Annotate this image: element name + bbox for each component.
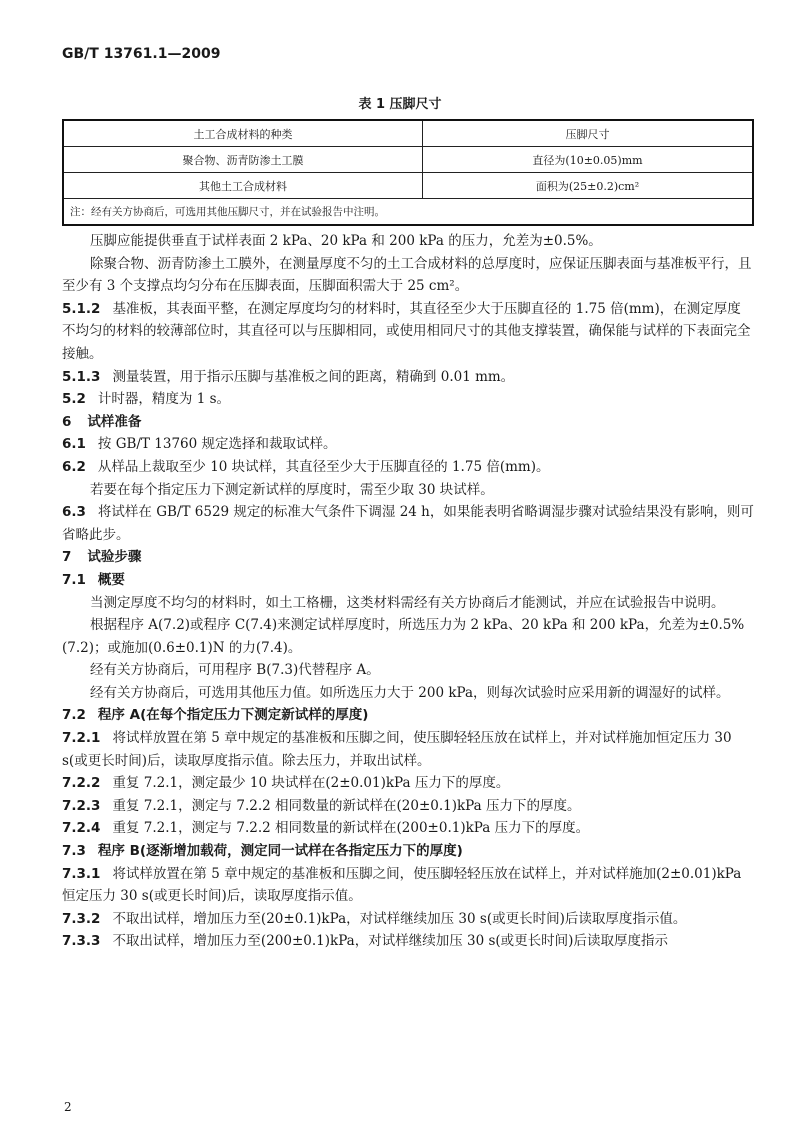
clause-text: 基准板，其表面平整，在测定厚度均匀的材料时，其直径至少大于压脚直径的 1.75 倍(mm)，在测定厚度不均匀的材料的较薄部位时，其直径可以与压脚相同，或使用相同尺寸的其他支撑装置，确保能与试样的下表面完全接触。 [62,300,751,362]
table-row [63,147,753,173]
clause-number: 6 [62,413,72,430]
body-paragraph [62,253,754,298]
clause-text: 程序 B(逐渐增加载荷，测定同一试样在各指定压力下的厚度) [97,843,463,860]
clause-number: 6.1 [62,436,86,453]
clause-paragraph [62,772,754,795]
table-cell: 其他土工合成材料 [63,173,422,199]
section-heading [62,546,754,569]
clause-number: 5.2 [62,391,86,408]
clause-text: 压脚应能提供垂直于试样表面 2 kPa、20 kPa 和 200 kPa 的压力，允差为±0.5%。 [90,233,602,249]
body-paragraph [62,682,754,705]
clause-paragraph [62,795,754,818]
clause-number: 5.1.3 [62,368,101,385]
table-header-row [63,120,753,147]
clause-number: 7.2.3 [62,797,101,814]
clause-number: 7.3.1 [62,865,101,882]
table-cell: 面积为(25±0.2)cm² [422,173,753,199]
table-note: 注：经有关方协商后，可选用其他压脚尺寸，并在试验报告中注明。 [63,199,753,226]
table-note-row [63,199,753,226]
clause-text: 程序 A(在每个指定压力下测定新试样的厚度) [97,707,369,724]
clause-text: 除聚合物、沥青防渗土工膜外，在测量厚度不匀的土工合成材料的总厚度时，应保证压脚表面与基准板平行，且至少有 3 个支撑点均匀分布在压脚表面，压脚面积需大于 25 cm²。 [62,255,752,295]
clause-paragraph [62,388,754,411]
clause-text: 将试样在 GB/T 6529 规定的标准大气条件下调湿 24 h，如果能表明省略调湿步骤对试验结果没有影响，则可省略此步。 [62,504,754,543]
presser-foot-size-table [62,119,754,226]
document-header: GB/T 13761.1—2009 [62,46,221,62]
clause-paragraph [62,727,754,772]
clause-number: 5.1.2 [62,300,101,317]
clause-text: 根据程序 A(7.2)或程序 C(7.4)来测定试样厚度时，所选压力为 2 kPa、20 kPa 和 200 kPa，允差为±0.5%(7.2)；或施加(0.6±0.1)N 的力(7.4)。 [62,617,745,656]
clause-paragraph [62,456,754,479]
clause-text: 若要在每个指定压力下测定新试样的厚度时，需至少取 30 块试样。 [90,481,494,498]
clause-text: 计时器，精度为 1 s。 [97,391,231,408]
clause-text: 不取出试样，增加压力至(200±0.1)kPa，对试样继续加压 30 s(或更长时间)后读取厚度指示 [112,933,668,950]
clause-number: 7.3.3 [62,933,101,950]
clause-text: 重复 7.2.1，测定与 7.2.2 相同数量的新试样在(20±0.1)kPa 压力下的厚度。 [112,797,581,814]
clause-text: 将试样放置在第 5 章中规定的基准板和压脚之间，使压脚轻轻压放在试样上，并对试样施加恒定压力 30 s(或更长时间)后，读取厚度指示值。除去压力，并取出试样。 [62,730,732,769]
clause-text: 经有关方协商后，可用程序 B(7.3)代替程序 A。 [90,662,380,679]
clause-heading [62,840,754,863]
clause-text: 从样品上裁取至少 10 块试样，其直径至少大于压脚直径的 1.75 倍(mm)。 [97,458,550,475]
clause-number: 7.2.4 [62,820,101,837]
table-cell: 聚合物、沥青防渗土工膜 [63,147,422,173]
body-paragraph [62,592,754,615]
clause-number: 7.3.2 [62,910,101,927]
clause-text: 经有关方协商后，可选用其他压力值。如所选压力大于 200 kPa，则每次试验时应采用新的调湿好的试样。 [90,684,730,701]
clause-text: 概要 [97,571,125,588]
clause-text: 测量装置，用于指示压脚与基准板之间的距离，精确到 0.01 mm。 [112,368,515,385]
clause-paragraph [62,501,754,546]
table-header-material-type: 土工合成材料的种类 [63,120,422,147]
clause-number: 7.3 [62,843,86,860]
clause-text: 不取出试样，增加压力至(20±0.1)kPa，对试样继续加压 30 s(或更长时间)后读取厚度指示值。 [112,910,687,927]
clause-text: 按 GB/T 13760 规定选择和裁取试样。 [97,436,337,453]
clause-text: 当测定厚度不均匀的材料时，如土工格栅，这类材料需经有关方协商后才能测试，并应在试验报告中说明。 [90,594,725,611]
clause-text: 试验步骤 [87,549,142,566]
clause-number: 7.2.1 [62,730,101,747]
clause-heading [62,704,754,727]
clause-paragraph [62,908,754,931]
clause-paragraph [62,298,754,366]
table-title: 表 1 压脚尺寸 [358,97,442,112]
clause-paragraph [62,863,754,908]
body-paragraph [62,614,754,659]
clause-number: 7.2.2 [62,775,101,792]
clause-heading [62,569,754,592]
table-row [63,173,753,199]
clause-text: 将试样放置在第 5 章中规定的基准板和压脚之间，使压脚轻轻压放在试样上，并对试样施加(2±0.01)kPa 恒定压力 30 s(或更长时间)后，读取厚度指示值。 [62,865,742,905]
clause-text: 重复 7.2.1，测定与 7.2.2 相同数量的新试样在(200±0.1)kPa 压力下的厚度。 [112,820,590,837]
table-header-foot-size: 压脚尺寸 [422,120,753,147]
body-paragraph [62,479,754,502]
page-number: 2 [64,1100,72,1114]
clause-number: 6.3 [62,504,86,521]
clause-number: 7.2 [62,707,86,724]
section-heading [62,411,754,434]
clause-number: 6.2 [62,458,86,475]
body-paragraph [62,659,754,682]
clause-paragraph [62,930,754,953]
document-body [62,230,754,953]
clause-paragraph [62,433,754,456]
clause-text: 试样准备 [87,413,142,430]
clause-text: 重复 7.2.1，测定最少 10 块试样在(2±0.01)kPa 压力下的厚度。 [112,775,510,792]
clause-paragraph [62,366,754,389]
table-cell: 直径为(10±0.05)mm [422,147,753,173]
body-paragraph [62,230,754,253]
clause-paragraph [62,817,754,840]
clause-number: 7.1 [62,571,86,588]
clause-number: 7 [62,549,72,566]
